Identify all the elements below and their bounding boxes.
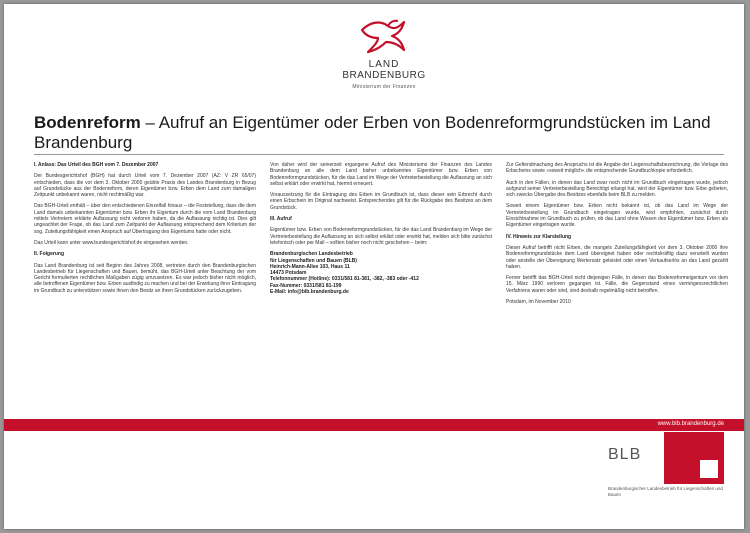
paragraph: Zur Geltendmachung des Anspruchs ist die Angabe der Liegenschaftsbezeichnung, die Vorlage des Erbscheins sowie »soweit möglich« die entsprechende Grundbuchkopie erforderlich. — [506, 162, 728, 175]
paragraph: Voraussetzung für die Eintragung des Erben im Grundbuch ist, dass dieser sein Erbrecht durch einen Erbschein im Original nachweist. Entsprechendes gilt für die Rückgabe des Besitzes an dem Grundstück. — [270, 192, 492, 211]
section-heading: I. Anlass: Das Urteil des BGH vom 7. Dezember 2007 — [34, 162, 159, 168]
paragraph: Eigentümer bzw. Erben von Bodenreformgrundstücken, für die das Land Brandenburg im Wege der Vertreterbestellung die Auflassung an sich selbst erklärt oder erwirkt hat, melden sich bitte zunächst telefonisch oder per Mail – sollten bisher noch nicht geschehen – beim: — [270, 227, 492, 246]
notice-sheet — [4, 4, 744, 529]
footer-url: www.blb.brandenburg.de — [657, 421, 724, 427]
paragraph: Von daher wird der seinerzeit ergangene Aufruf des Ministeriums der Finanzen des Landes Brandenburg an alle dem Land bisher unbekannten Eigentümer bzw. Erben von Bodenreformgrundstücken, für die das Land im Wege der Vertreterbestellung die Auflassung an sich selbst erklärt oder erwirkt hat, hiermit erneuert. — [270, 162, 492, 187]
text-column-1 — [34, 162, 256, 299]
logo-brandenburg-text: BRANDENBURG — [342, 70, 426, 81]
section-heading: IV. Hinweis zur Klarstellung — [506, 233, 572, 240]
section-heading: II. Folgerung — [34, 251, 64, 258]
paragraph: Das BGH-Urteil enthält – über den entschiedenen Einzelfall hinaus – die Feststellung, dass die dem Land damals unbekannten Eigentümer bzw. Erben ihr Eigentum durch die vom Land Brandenburg mittels Vertretern erklärte Auflassung nicht verloren haben, da die Auflassung nichtig ist. Dies gilt ungeachtet der Frage, ob das Land zum Zeitpunkt der Auflassung entsprechend dem Kriterium der sog. Zuteilungsfähigkeit einen Anspruch auf Übertragung des Eigentums hatte oder nicht. — [34, 203, 256, 235]
paragraph: Soweit einem Eigentümer bzw. Erben nicht bekannt ist, ob das Land im Wege der Vertreterbestellung im Grundbuch eingetragen wurde, wird empfohlen, zunächst durch Einsichtnahme im Grundbuch zu prüfen, ob das Land ohne Wissen des Eigentümer bzw. Erben als Eigentümer eingetragen wurde. — [506, 203, 728, 229]
paragraph: Dieser Aufruf betrifft nicht Erben, die mangels Zuteilungsfähigkeit vor dem 3. Oktober 2000 ihre Bodenreformgrundstücke dem Land übereignet haben oder rechtskräftig dazu verurteilt wurden oder anstelle der Übereignung Wertersatz geleistet oder einen Verkaufserlös an das Land gezahlt haben. — [506, 244, 728, 270]
blb-subtitle: Brandenburgischer Landesbetrieb für Liegenschaften und Bauen — [608, 486, 723, 497]
paragraph: Auch in den Fällen, in denen das Land zwar noch nicht im Grundbuch eingetragen wurde, jedoch aufgrund seiner Vertreterbestellung Berechtigt erlangt hat, wird der Eigentümer bzw. Erbe gebeten, sich zwecks Übergabe des Besitzes ebenfalls beim BLB zu melden. — [506, 179, 728, 199]
text-column-2 — [270, 162, 492, 295]
email-line: E-Mail: info@blb.brandenburg.de — [270, 289, 349, 296]
paragraph: Ferner betrifft das BGH-Urteil nicht diejenigen Fälle, in denen das Bodenreformeigentum vor dem 15. März 1990 verloren gegangen ist. Fälle, die Gegenstand eines vermögensrechtlichen Verfahrens waren oder sind, sind deshalb regelmäßig nicht betroffen. — [506, 275, 728, 294]
divider — [34, 154, 724, 155]
page-title — [34, 113, 724, 153]
title-bold: Bodenreform — [34, 113, 141, 132]
fax-line: Fax-Nummer: 0331/581 81-199 — [270, 282, 342, 289]
footer-bar — [4, 419, 744, 431]
paragraph: Das Land Brandenburg ist seit Beginn des Jahres 2008, vertreten durch den Brandenburgischen Landesbetrieb für Liegenschaften und Bauen, bemüht, das BGH-Urteil unter Beachtung der vom Gericht formulierten rechtlichen Maßgaben zügig umzusetzen. Es war jedoch bisher nicht möglich, alle betroffenen Eigentümer bzw. Erben ausfindig zu machen und bei der Erwirkung ihrer Eintragung im Grundbuch zu unterstützen sowie ihnen den Besitz an ihren Grundstücken zurückzugeben. — [34, 262, 256, 294]
blb-logo-mark — [664, 432, 724, 484]
blb-logo-text: BLB — [608, 446, 642, 463]
address-line: Brandenburgischen Landesbetrieb — [270, 251, 353, 258]
text-column-3 — [506, 162, 728, 310]
paragraph: Das Urteil kann unter www.bundesgerichtshof.de eingesehen werden. — [34, 239, 189, 246]
land-brandenburg-logo — [334, 16, 434, 90]
address-line: für Liegenschaften und Bauen (BLB) — [270, 257, 357, 264]
title-rest: – Aufruf an Eigentümer oder Erben von Bodenreformgrundstücken im Land Brandenburg — [34, 113, 711, 152]
logo-ministry-text: Ministerium der Finanzen — [352, 84, 416, 90]
paragraph: Der Bundesgerichtshof (BGH) hat durch Urteil vom 7. Dezember 2007 (AZ: V ZR 65/07) entschieden, dass die vor dem 3. Oktober 2000 geübte Praxis des Landes Brandenburg in Bezug auf Grundstücke aus der Bodenreform, deren Eigentümer bzw. Erben dem Land zum damaligen Zeitpunkt unbekannt waren, nicht rechtmäßig war. — [34, 173, 256, 199]
address-line: Heinrich-Mann-Allee 103, Haus 11 — [270, 263, 350, 270]
blb-logo-square — [700, 460, 718, 478]
eagle-icon — [354, 16, 414, 58]
date-line: Potsdam, im November 2010 — [506, 299, 571, 306]
phone-line: Telefonnummer (Hotline): 0331/581 81-381, -382, -383 oder -412 — [270, 276, 419, 283]
logo-land-text: LAND — [368, 59, 400, 70]
section-heading: III. Aufruf — [270, 216, 292, 223]
address-line: 14473 Potsdam — [270, 270, 307, 277]
